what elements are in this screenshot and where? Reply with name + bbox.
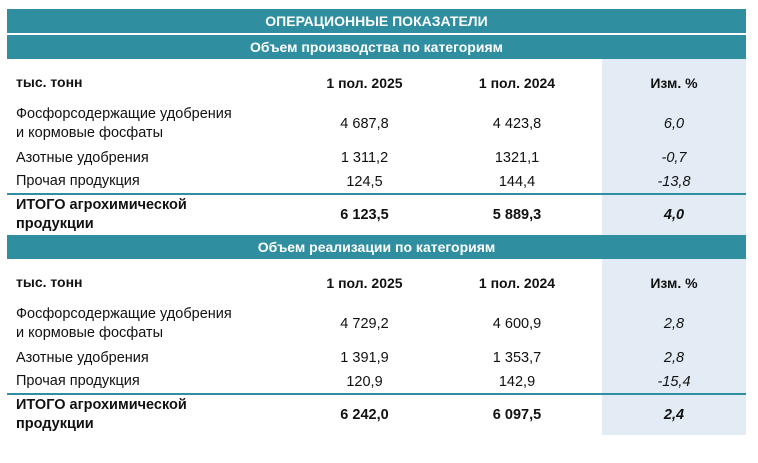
row-label: Прочая продукция bbox=[16, 173, 140, 189]
value-2024: 4 423,8 bbox=[492, 116, 542, 132]
row-label: Азотные удобрения bbox=[16, 349, 149, 366]
table-row bbox=[7, 302, 746, 346]
column-header-2024: 1 пол. 2024 bbox=[478, 274, 556, 291]
column-header-2025: 1 пол. 2025 bbox=[326, 274, 403, 291]
table-row bbox=[7, 346, 746, 370]
column-header-2024: 1 пол. 2024 bbox=[478, 74, 556, 91]
row-label-line2: и кормовые фосфаты bbox=[16, 325, 163, 341]
column-header-change: Изм. % bbox=[602, 59, 746, 102]
row-label-line2: и кормовые фосфаты bbox=[16, 125, 163, 141]
value-2025: 4 687,8 bbox=[340, 116, 389, 132]
header-row bbox=[7, 59, 746, 102]
value-change: -15,4 bbox=[602, 370, 746, 394]
value-2024: 1 353,7 bbox=[492, 350, 542, 366]
value-2024: 142,9 bbox=[498, 373, 536, 390]
column-header-change: Изм. % bbox=[602, 259, 746, 302]
section-heading-sales: Объем реализации по категориям bbox=[7, 235, 746, 259]
value-2024: 144,4 bbox=[498, 173, 536, 190]
operational-indicators-table bbox=[7, 9, 746, 435]
value-2024: 4 600,9 bbox=[492, 316, 542, 332]
value-2025: 1 311,2 bbox=[340, 150, 389, 166]
total-value-change: 4,0 bbox=[602, 194, 746, 235]
table-row bbox=[7, 102, 746, 146]
value-change: -13,8 bbox=[602, 170, 746, 194]
total-value-change: 2,4 bbox=[602, 394, 746, 435]
total-label-line2: продукции bbox=[16, 416, 94, 432]
production-table bbox=[7, 59, 746, 235]
total-value-2025: 6 242,0 bbox=[297, 394, 432, 435]
row-label: Прочая продукция bbox=[16, 373, 140, 389]
row-label-line1: Фосфорсодержащие удобрения bbox=[16, 306, 232, 322]
value-change: 2,8 bbox=[602, 302, 746, 346]
total-row bbox=[7, 194, 746, 235]
total-value-2025: 6 123,5 bbox=[297, 194, 432, 235]
page-title: ОПЕРАЦИОННЫЕ ПОКАЗАТЕЛИ bbox=[7, 9, 746, 33]
total-label bbox=[7, 194, 297, 235]
table-row bbox=[7, 370, 746, 394]
table-row bbox=[7, 170, 746, 194]
row-label bbox=[7, 102, 297, 146]
total-label-line1: ИТОГО агрохимической bbox=[16, 397, 187, 413]
column-header-2025: 1 пол. 2025 bbox=[326, 74, 403, 91]
value-2025: 120,9 bbox=[346, 373, 383, 390]
table-row bbox=[7, 146, 746, 170]
value-2025: 124,5 bbox=[346, 173, 383, 190]
value-change: 6,0 bbox=[602, 102, 746, 146]
section-heading-production: Объем производства по категориям bbox=[7, 33, 746, 59]
total-value-2024: 6 097,5 bbox=[432, 394, 602, 435]
total-row bbox=[7, 394, 746, 435]
row-label: Азотные удобрения bbox=[16, 149, 149, 166]
column-header-unit: тыс. тонн bbox=[16, 274, 83, 290]
value-2024: 1321,1 bbox=[494, 150, 540, 166]
value-change: -0,7 bbox=[602, 146, 746, 170]
value-2025: 4 729,2 bbox=[340, 316, 389, 332]
total-label-line2: продукции bbox=[16, 216, 94, 232]
column-header-unit: тыс. тонн bbox=[16, 74, 83, 90]
total-value-2024: 5 889,3 bbox=[432, 194, 602, 235]
value-2025: 1 391,9 bbox=[340, 350, 389, 366]
header-row bbox=[7, 259, 746, 302]
total-label-line1: ИТОГО агрохимической bbox=[16, 197, 187, 213]
sales-table bbox=[7, 259, 746, 435]
total-label bbox=[7, 394, 297, 435]
row-label bbox=[7, 302, 297, 346]
row-label-line1: Фосфорсодержащие удобрения bbox=[16, 106, 232, 122]
value-change: 2,8 bbox=[602, 346, 746, 370]
